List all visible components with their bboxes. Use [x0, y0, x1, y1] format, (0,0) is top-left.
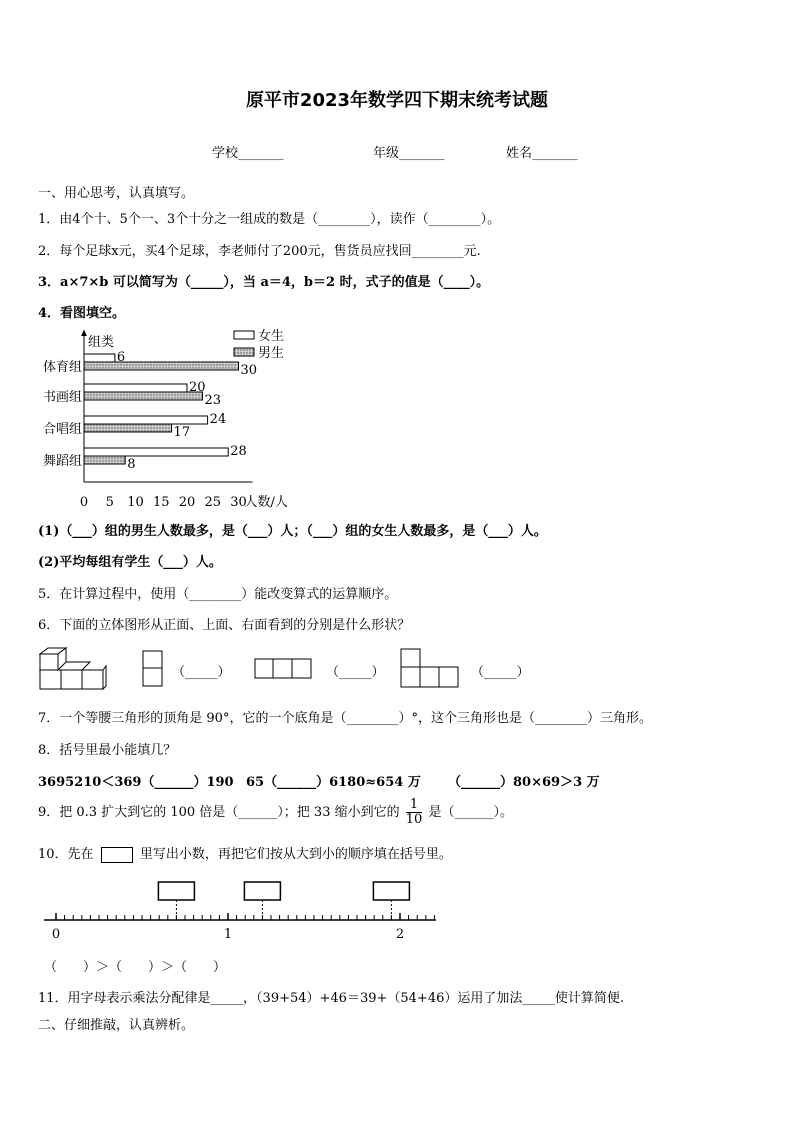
question-4-1: (1)（___）组的男生人数最多，是（___）人；（___）组的女生人数最多，是（___）人。 — [38, 524, 547, 539]
solid-figure — [38, 646, 108, 692]
view-top — [254, 658, 314, 680]
question-8: 8．括号里最小能填几？ — [38, 743, 177, 758]
bar-male — [84, 392, 202, 400]
legend-label-female: 女生 — [258, 329, 285, 344]
school-field[interactable]: 学校_______ — [212, 146, 284, 161]
category-label: 体育组 — [42, 360, 82, 375]
question-10 — [38, 843, 452, 863]
data-label-female: 20 — [189, 380, 206, 395]
question-2: 2．每个足球x元，买4个足球，李老师付了200元，售货员应找回________元. — [38, 244, 481, 259]
data-label-female: 28 — [230, 444, 247, 459]
question-10-text-b: 里写出小数，再把它们按从大到小的顺序填在括号里。 — [139, 847, 452, 862]
question-9 — [38, 798, 513, 827]
view-front — [142, 650, 164, 688]
section-1-heading: 一、用心思考，认真填写。 — [38, 186, 195, 201]
bar-male — [84, 424, 172, 432]
fraction — [406, 798, 423, 827]
category-label: 舞蹈组 — [42, 454, 82, 469]
x-tick-label: 15 — [152, 495, 170, 510]
view-right — [400, 648, 462, 690]
grade-field[interactable]: 年级_______ — [373, 146, 445, 161]
legend-label-male: 男生 — [258, 346, 285, 361]
x-tick-label: 10 — [127, 495, 144, 510]
answer-blank-right[interactable]: （_____） — [471, 665, 530, 680]
data-label-male: 23 — [204, 393, 221, 408]
x-tick-label: 20 — [178, 495, 196, 510]
bar-female — [84, 354, 115, 362]
fraction-denominator: 10 — [405, 812, 423, 827]
y-axis-label: 组类 — [88, 335, 115, 350]
data-label-female: 6 — [116, 350, 126, 365]
question-7: 7．一个等腰三角形的顶角是 90°，它的一个底角是（________）°，这个三角形也是（________）三角形。 — [38, 711, 652, 726]
number-line-label: 0 — [51, 927, 61, 942]
legend-swatch-female — [234, 331, 254, 339]
question-8-c: （______）80×69＞3 万 — [448, 775, 600, 790]
question-10-text-a: 10．先在 — [38, 847, 94, 862]
data-label-female: 24 — [209, 412, 227, 427]
question-11: 11．用字母表示乘法分配律是_____，（39+54）+46＝39+（54+46）运用了加法_____使计算简便. — [38, 991, 624, 1006]
number-line-label: 2 — [395, 927, 405, 942]
section-2-heading: 二、仔细推敲，认真辨析。 — [38, 1018, 195, 1033]
answer-blank-front[interactable]: （_____） — [172, 665, 231, 680]
x-tick-label: 30 — [230, 495, 247, 510]
category-label: 合唱组 — [42, 422, 82, 437]
bar-male — [84, 362, 239, 370]
y-axis-arrow — [81, 330, 87, 336]
question-9-text-b: 是（______）。 — [428, 805, 513, 820]
bar-female — [84, 384, 187, 392]
fraction-numerator: 1 — [406, 798, 423, 813]
question-10-order[interactable]: （ ）＞（ ）＞（ ） — [44, 960, 227, 975]
answer-box[interactable] — [373, 882, 409, 900]
bar-chart — [30, 322, 330, 512]
answer-blank-top[interactable]: （_____） — [326, 665, 385, 680]
x-axis-label: 人数/人 — [244, 495, 288, 510]
box-symbol — [101, 847, 133, 863]
question-8-a: 3695210＜369（______）190 — [38, 775, 234, 790]
x-tick-label: 0 — [79, 495, 89, 510]
x-tick-label: 5 — [105, 495, 114, 510]
number-line — [44, 876, 444, 944]
data-label-male: 17 — [173, 425, 191, 440]
name-field[interactable]: 姓名_______ — [506, 146, 578, 161]
data-label-male: 30 — [240, 363, 258, 378]
answer-box[interactable] — [244, 882, 280, 900]
question-3: 3．a×7×b 可以简写为（_____），当 a＝4，b＝2 时，式子的值是（____）。 — [38, 275, 490, 290]
number-line-label: 1 — [223, 927, 233, 942]
question-4-2: (2)平均每组有学生（___）人。 — [38, 555, 222, 570]
question-1: 1．由4个十、5个一、3个十分之一组成的数是（________），读作（________）。 — [38, 212, 501, 227]
bar-female — [84, 416, 208, 424]
x-tick-label: 25 — [204, 495, 222, 510]
bar-male — [84, 456, 125, 464]
question-4: 4．看图填空。 — [38, 306, 126, 321]
question-6: 6．下面的立体图形从正面、上面、右面看到的分别是什么形状？ — [38, 618, 411, 633]
legend-swatch-male — [234, 348, 254, 356]
bar-female — [84, 448, 228, 456]
question-5: 5．在计算过程中，使用（________）能改变算式的运算顺序。 — [38, 587, 398, 602]
question-8-b: 65（______）6180≈654 万 — [246, 775, 421, 790]
page-title: 原平市2023年数学四下期末统考试题 — [245, 90, 549, 111]
data-label-male: 8 — [127, 457, 136, 472]
question-9-text-a: 9．把 0.3 扩大到它的 100 倍是（______）；把 33 缩小到它的 — [38, 805, 400, 820]
category-label: 书画组 — [42, 390, 82, 405]
answer-box[interactable] — [158, 882, 194, 900]
